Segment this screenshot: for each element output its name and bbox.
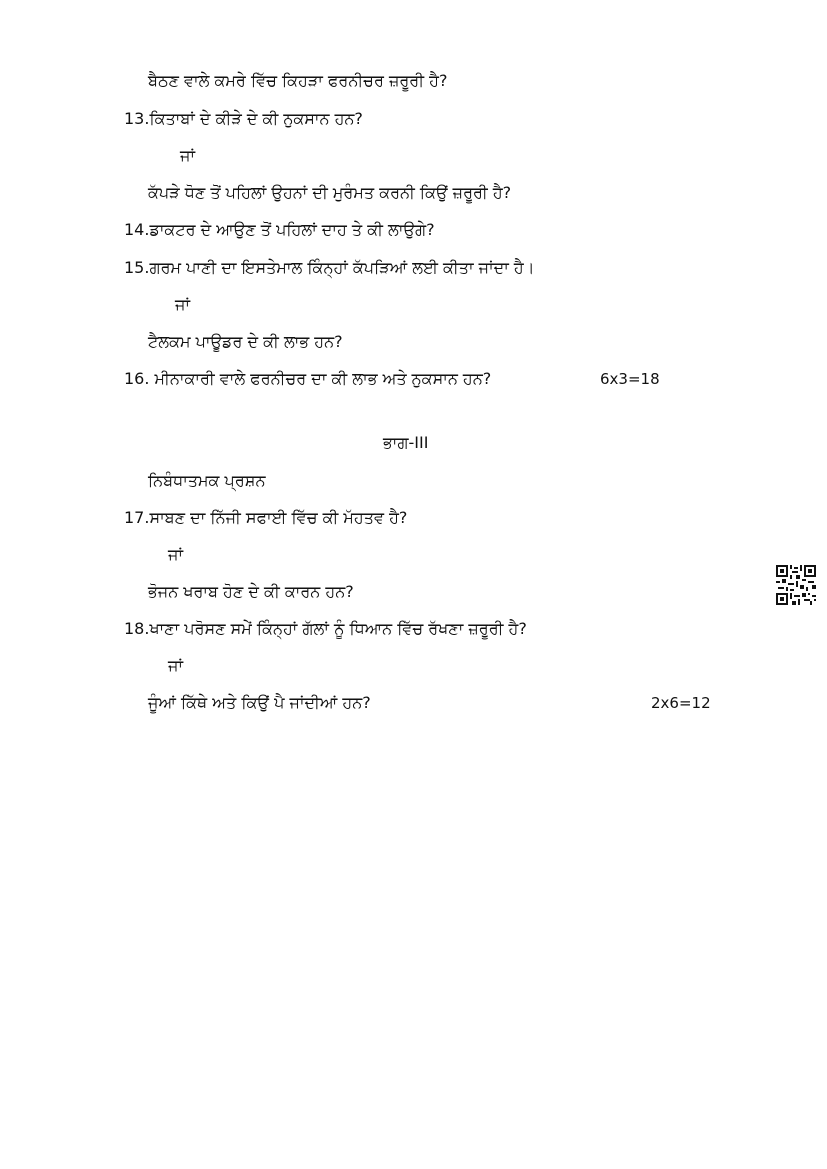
section-3-subheading: ਨਿਬੰਧਾਤਮਕ ਪ੍ਰਸ਼ਨ — [148, 471, 266, 490]
section-2-marks: 6x3=18 — [600, 370, 660, 388]
or-label: ਜਾਂ — [168, 656, 183, 675]
question-18-alt-text: ਜੂੰਆਂ ਕਿੱਥੇ ਅਤੇ ਕਿਉਂ ਪੈ ਜਾਂਦੀਆਂ ਹਨ? — [148, 693, 371, 712]
question-13-alt-text: ਕੱਪੜੇ ਧੋਣ ਤੋਂ ਪਹਿਲਾਂ ਉਹਨਾਂ ਦੀ ਮੁਰੰਮਤ ਕਰਨੀ ਕਿਉਂ ਜ਼ਰੂਰੀ ਹੈ? — [148, 183, 512, 202]
question-14-text: 14.ਡਾਕਟਰ ਦੇ ਆਉਣ ਤੋਂ ਪਹਿਲਾਂ ਦਾਹ ਤੇ ਕੀ ਲਾਉਗੇ? — [124, 220, 435, 239]
or-label: ਜਾਂ — [168, 545, 183, 564]
question-15-alt-text: ਟੈਲਕਮ ਪਾਊਡਰ ਦੇ ਕੀ ਲਾਭ ਹਨ? — [148, 332, 343, 351]
or-label: ਜਾਂ — [180, 146, 195, 165]
question-17-text: 17.ਸਾਬਣ ਦਾ ਨਿੱਜੀ ਸਫਾਈ ਵਿੱਚ ਕੀ ਮੱਹਤਵ ਹੈ? — [124, 508, 408, 527]
question-18-text: 18.ਖਾਣਾ ਪਰੋਸਣ ਸਮੇਂ ਕਿੰਨ੍ਹਾਂ ਗੱਲਾਂ ਨੂੰ ਧਿਆਨ ਵਿੱਚ ਰੱਖਣਾ ਜ਼ਰੂਰੀ ਹੈ? — [124, 619, 527, 638]
or-label: ਜਾਂ — [175, 295, 190, 314]
question-17-alt-text: ਭੋਜਨ ਖਰਾਬ ਹੋਣ ਦੇ ਕੀ ਕਾਰਨ ਹਨ? — [148, 582, 354, 601]
question-12-alt-text: ਬੈਠਣ ਵਾਲੇ ਕਮਰੇ ਵਿੱਚ ਕਿਹੜਾ ਫਰਨੀਚਰ ਜ਼ਰੂਰੀ ਹੈ? — [148, 71, 448, 90]
section-3-heading: ਭਾਗ-III — [383, 433, 429, 452]
section-3-marks: 2x6=12 — [651, 694, 711, 712]
question-15-text: 15.ਗਰਮ ਪਾਣੀ ਦਾ ਇਸਤੇਮਾਲ ਕਿੰਨ੍ਹਾਂ ਕੱਪੜਿਆਂ ਲਈ ਕੀਤਾ ਜਾਂਦਾ ਹੈ। — [124, 258, 535, 277]
question-13-text: 13.ਕਿਤਾਬਾਂ ਦੇ ਕੀੜੇ ਦੇ ਕੀ ਨੁਕਸਾਨ ਹਨ? — [124, 109, 363, 128]
question-16-text: 16. ਮੀਨਾਕਾਰੀ ਵਾਲੇ ਫਰਨੀਚਰ ਦਾ ਕੀ ਲਾਭ ਅਤੇ ਨੁਕਸਾਨ ਹਨ? — [124, 369, 492, 388]
qr-code-icon — [776, 565, 816, 605]
